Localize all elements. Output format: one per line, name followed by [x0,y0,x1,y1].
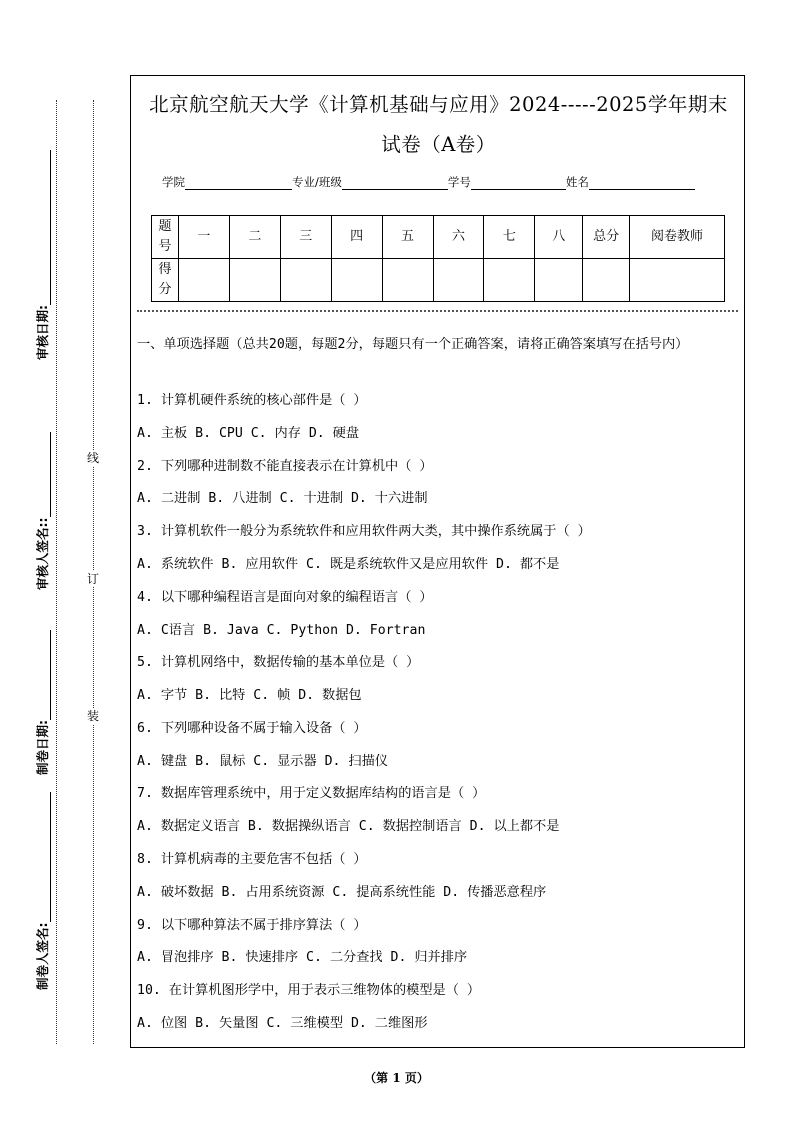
question-stem: 9. 以下哪种算法不属于排序算法（ ） [137,918,367,933]
student-id-blank[interactable] [471,177,566,190]
cut-mark-bind: 订 [87,572,100,586]
question-options: A. 冒泡排序 B. 快速排序 C. 二分查找 D. 归并排序 [137,950,468,965]
reviewer-signature-blank[interactable] [36,433,51,518]
score-table-header-row [152,216,725,259]
question-options: A. 破坏数据 B. 占用系统资源 C. 提高系统性能 D. 传播恶意程序 [137,885,547,900]
question-options: A. 主板 B. CPU C. 内存 D. 硬盘 [137,426,360,441]
score-header-cell: 总分 [583,216,630,259]
score-table [151,215,725,302]
college-blank[interactable] [185,177,292,190]
question-stem: 1. 计算机硬件系统的核心部件是（ ） [137,393,367,408]
question-options: A. C语言 B. Java C. Python D. Fortran [137,623,426,638]
score-header-cell: 五 [382,216,433,259]
question-options: A. 键盘 B. 鼠标 C. 显示器 D. 扫描仪 [137,754,388,769]
student-id-label: 学号 [447,175,471,189]
score-header-cell: 一 [178,216,229,259]
question-stem: 8. 计算机病毒的主要危害不包括（ ） [137,852,367,867]
question-options: A. 数据定义语言 B. 数据操纵语言 C. 数据控制语言 D. 以上都不是 [137,819,560,834]
score-header-cell: 六 [433,216,484,259]
question-stem: 4. 以下哪种编程语言是面向对象的编程语言（ ） [137,590,433,605]
major-class-blank[interactable] [342,177,448,190]
question-stem: 6. 下列哪种设备不属于输入设备（ ） [137,721,367,736]
review-date-label: 审核日期: [35,305,50,360]
cut-mark-line: 线 [87,451,100,465]
score-cell[interactable] [583,259,630,302]
score-cell[interactable] [178,259,229,302]
score-cell[interactable] [331,259,382,302]
score-cell[interactable] [535,259,583,302]
score-header-cell: 阅卷教师 [630,216,725,259]
question-options: A. 二进制 B. 八进制 C. 十进制 D. 十六进制 [137,491,428,506]
exam-title-line2: 试卷（A卷） [381,133,496,156]
score-header-cell: 题号 [152,216,179,259]
score-table-score-row [152,259,725,302]
question-options: A. 系统软件 B. 应用软件 C. 既是系统软件又是应用软件 D. 都不是 [137,557,560,572]
exam-frame [130,75,745,1048]
question-options: A. 位图 B. 矢量图 C. 三维模型 D. 二维图形 [137,1016,428,1031]
question-stem: 5. 计算机网络中，数据传输的基本单位是（ ） [137,655,420,670]
score-cell[interactable] [630,259,725,302]
question-stem: 7. 数据库管理系统中，用于定义数据库结构的语言是（ ） [137,786,486,801]
college-label: 学院 [162,175,185,189]
score-cell[interactable] [433,259,484,302]
score-header-cell: 七 [484,216,535,259]
cut-mark-mount: 装 [87,709,100,723]
compiler-signature-blank[interactable] [36,793,51,923]
score-header-cell: 二 [229,216,280,259]
compile-date-label: 制卷日期: [35,720,50,775]
question-options: A. 字节 B. 比特 C. 帧 D. 数据包 [137,688,362,703]
score-cell[interactable] [484,259,535,302]
score-row-label: 得分 [152,259,179,302]
score-header-cell: 四 [331,216,382,259]
page-number: （第 1 页） [364,1071,429,1085]
compile-date-blank[interactable] [36,630,51,720]
score-cell[interactable] [280,259,331,302]
compiler-signature-label: 制卷人签名: [35,922,50,990]
exam-title-line1: 北京航空航天大学《计算机基础与应用》2024-----2025学年期末 [149,93,728,116]
question-stem: 2. 下列哪种进制数不能直接表示在计算机中（ ） [137,459,433,474]
major-class-label: 专业/班级 [292,175,342,189]
score-cell[interactable] [382,259,433,302]
student-info-row [162,174,695,190]
score-header-cell: 三 [280,216,331,259]
score-cell[interactable] [229,259,280,302]
review-date-blank[interactable] [36,150,51,305]
question-stem: 3. 计算机软件一般分为系统软件和应用软件两大类，其中操作系统属于（ ） [137,524,591,539]
binding-dotted-line-outer [56,100,57,1044]
dotted-separator [137,310,738,312]
reviewer-signature-label: 审核人签名:: [35,517,50,590]
question-stem: 10. 在计算机图形学中，用于表示三维物体的模型是（ ） [137,983,481,998]
section-instructions: 一、单项选择题（总共20题，每题2分，每题只有一个正确答案，请将正确答案填写在括号内） [137,337,689,352]
name-label: 姓名 [565,175,589,189]
score-header-cell: 八 [535,216,583,259]
name-blank[interactable] [589,177,695,190]
